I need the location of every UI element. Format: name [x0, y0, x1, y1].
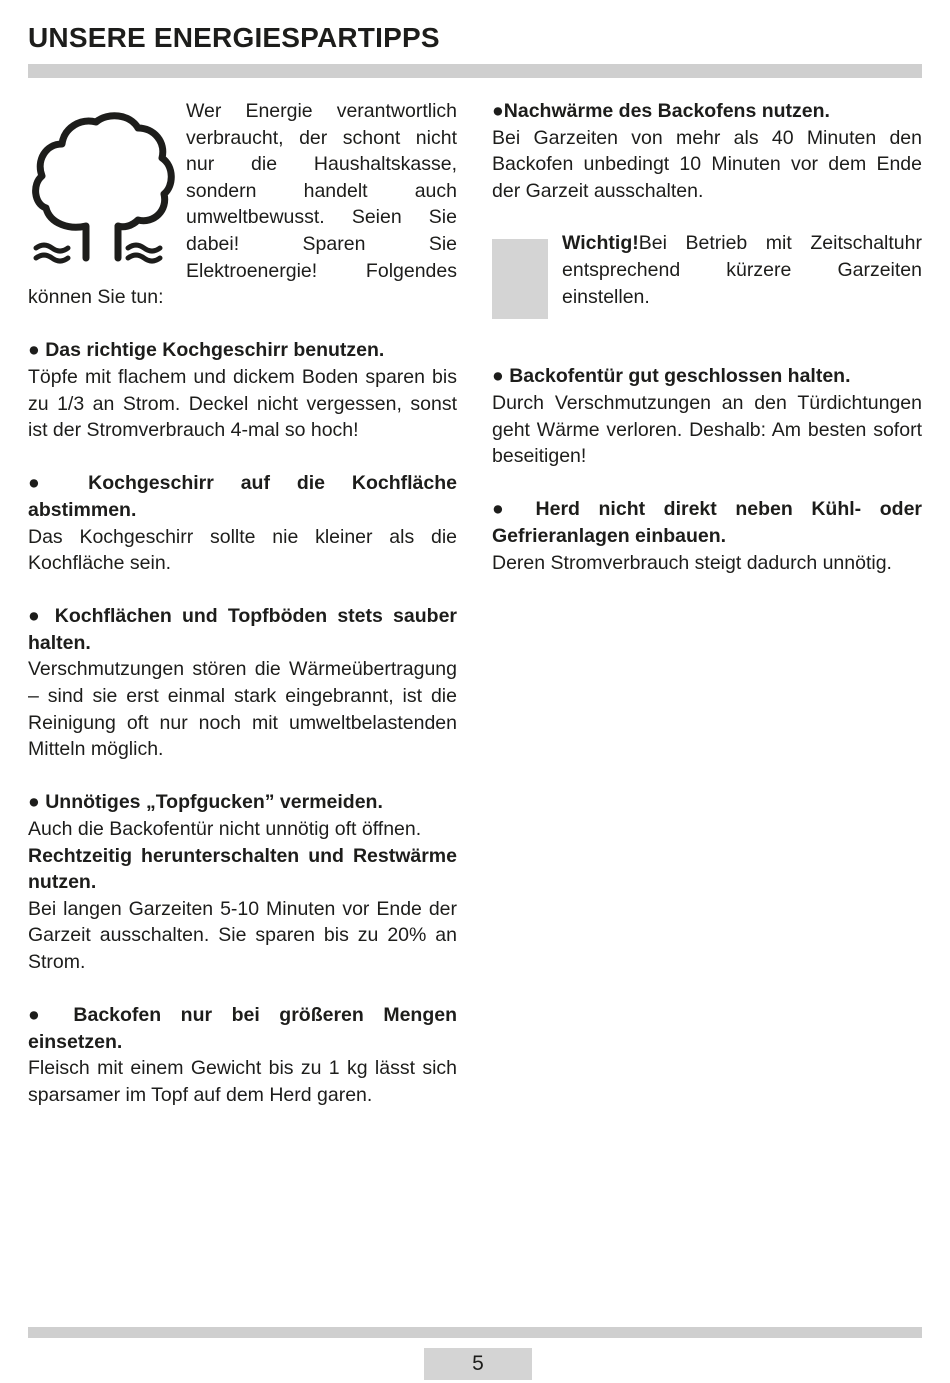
left-column: [28, 98, 457, 1109]
tip-heading: ●Nachwärme des Backofens nutzen.: [492, 100, 830, 122]
tip-heading: ● Backofen nur bei größeren Mengen einsetzen.: [28, 1004, 457, 1053]
tip-body: Töpfe mit flachem und dickem Boden sparen bis zu 1/3 an Strom. Deckel nicht vergessen, sonst ist der Stromverbrauch 4-mal so hoch!: [28, 365, 457, 442]
tip-heading: ● Kochgeschirr auf die Kochfläche abstimmen.: [28, 472, 457, 521]
note-marker-box: [492, 239, 548, 319]
tip-avoid-peeking: [28, 789, 457, 975]
tip-heading: ● Kochflächen und Topfböden stets sauber halten.: [28, 605, 457, 654]
tip-stove-placement: [492, 496, 922, 576]
tip-body: Bei Garzeiten von mehr als 40 Minuten den Backofen unbedingt 10 Minuten vor dem Ende der Garzeit ausschalten.: [492, 126, 922, 202]
tip-subheading: Rechtzeitig herunterschalten und Restwärme nutzen.: [28, 844, 457, 894]
right-column: [492, 98, 922, 576]
top-divider-bar: [28, 64, 922, 78]
tip-heading: ● Herd nicht direkt neben Kühl- oder Gefrieranlagen einbauen.: [492, 498, 922, 547]
page-title: UNSERE ENERGIESPARTIPPS: [28, 22, 440, 53]
tip-body: Auch die Backofentür nicht unnötig oft öffnen.: [28, 818, 422, 841]
tip-residual-heat: [492, 98, 922, 204]
tip-keep-clean: [28, 603, 457, 763]
tip-oven-large-amounts: [28, 1002, 457, 1108]
note-label: Wichtig!: [562, 232, 639, 255]
tip-body: Das Kochgeschirr sollte nie kleiner als die Kochfläche sein.: [28, 525, 457, 575]
tip-heading: ● Unnötiges „Topfgucken” vermeiden.: [28, 791, 383, 814]
intro-block: [28, 98, 457, 311]
tip-cookware: [28, 337, 457, 443]
intro-text: Wer Energie verantwortlich verbraucht, der schont nicht nur die Haushaltskasse, sondern handelt auch umweltbewusst. Seien Sie dabei! Sparen Sie Elektroenergie! Folgendes können Sie tun:: [28, 100, 457, 309]
tip-body: Deren Stromverbrauch steigt dadurch unnötig.: [492, 551, 892, 574]
bottom-divider-bar: [28, 1327, 922, 1338]
tip-heading: ● Backofentür gut geschlossen halten.: [492, 365, 851, 388]
page-number: 5: [424, 1348, 532, 1380]
note-body: Bei Betrieb mit Zeitschaltuhr entsprechend kürzere Garzeiten einstellen.: [562, 232, 922, 308]
tip-door-closed: [492, 363, 922, 469]
tip-heading: ● Das richtige Kochgeschirr benutzen.: [28, 339, 385, 362]
tip-body: Fleisch mit einem Gewicht bis zu 1 kg lässt sich sparsamer im Topf auf dem Herd garen.: [28, 1057, 457, 1106]
note-text: [562, 230, 922, 310]
tree-icon: [28, 108, 176, 272]
tip-body: Verschmutzungen stören die Wärmeübertragung – sind sie erst einmal stark eingebrannt, ist die Reinigung oft nur noch mit umweltbelastenden Mitteln möglich.: [28, 658, 457, 761]
tip-body: Durch Verschmutzungen an den Türdichtungen geht Wärme verloren. Deshalb: Am besten sofort beseitigen!: [492, 391, 922, 468]
tip-body: Bei langen Garzeiten 5-10 Minuten vor Ende der Garzeit ausschalten. Sie sparen bis zu 20% an Strom.: [28, 897, 457, 973]
tip-match-cooking-zone: [28, 470, 457, 576]
important-note: [492, 230, 922, 310]
